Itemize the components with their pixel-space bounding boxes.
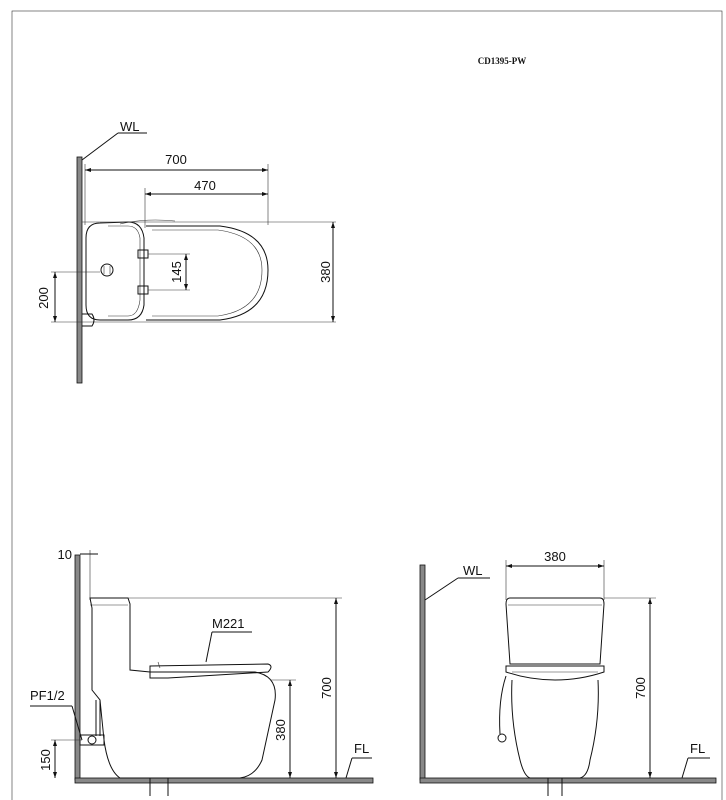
model-code: CD1395-PW [477, 56, 527, 66]
seat-outline [146, 226, 268, 320]
drawing-border [12, 11, 722, 800]
top-dim-700: 700 [165, 152, 187, 167]
front-wall-label: WL [463, 563, 483, 578]
front-dim-700: 700 [633, 677, 648, 699]
top-view-wall [77, 157, 82, 383]
side-dim-10: 10 [57, 547, 72, 562]
side-dim-150: 150 [38, 749, 53, 771]
side-view [30, 547, 373, 796]
tank-outline [86, 222, 144, 320]
side-seat-lid [150, 664, 271, 678]
side-seat-model: M221 [212, 616, 245, 631]
top-dim-380: 380 [318, 261, 333, 283]
front-tank [506, 598, 604, 664]
side-floor-label: FL [354, 741, 370, 756]
top-wall-label: WL [120, 119, 140, 134]
side-view-wall [75, 555, 80, 780]
top-dim-200: 200 [36, 287, 51, 309]
front-seat [506, 666, 604, 680]
top-dim-470: 470 [194, 178, 216, 193]
front-view-floor [420, 778, 716, 783]
side-toilet-outline [90, 598, 275, 778]
flush-button-icon [101, 264, 113, 276]
side-supply-label: PF1/2 [30, 688, 65, 703]
front-view-wall [420, 565, 425, 780]
side-dim-380: 380 [273, 719, 288, 741]
top-dim-145: 145 [169, 261, 184, 283]
front-bowl [512, 680, 599, 778]
side-view-floor [75, 778, 373, 783]
front-floor-label: FL [690, 741, 706, 756]
front-supply-valve [498, 734, 506, 742]
top-view [36, 119, 336, 383]
side-dim-700: 700 [319, 677, 334, 699]
front-dim-380: 380 [544, 549, 566, 564]
front-view [420, 549, 716, 796]
